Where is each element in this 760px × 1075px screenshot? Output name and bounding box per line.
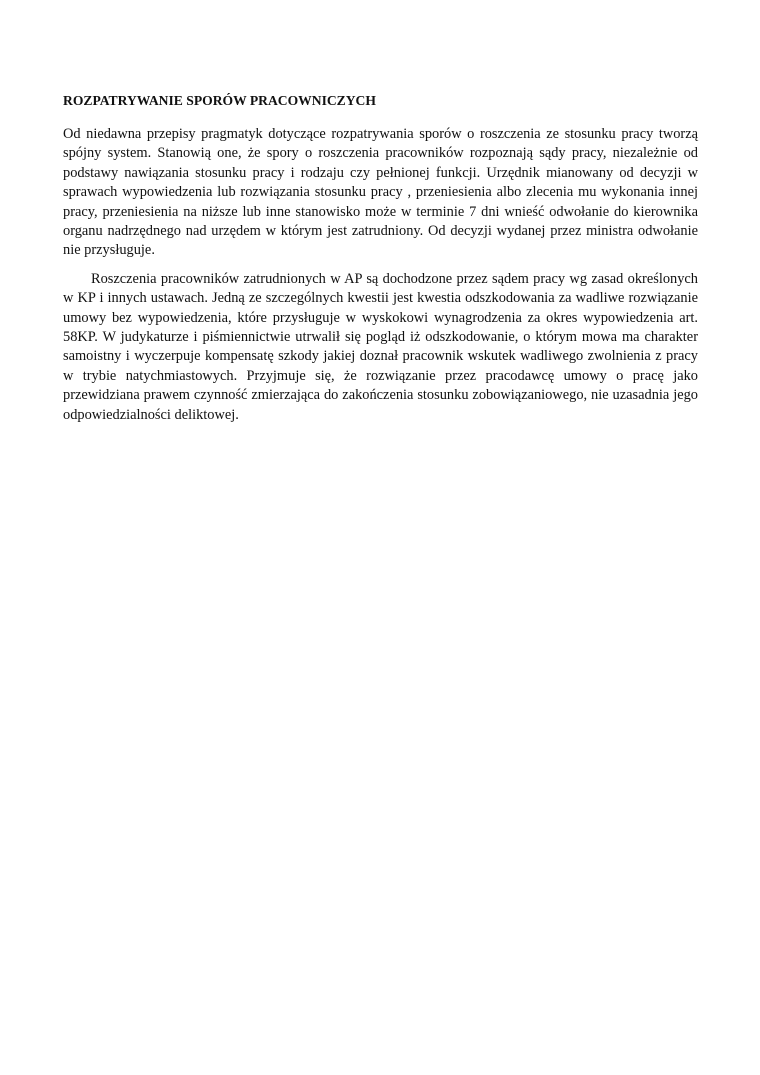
document-body [63, 92, 698, 434]
paragraph-2: Roszczenia pracowników zatrudnionych w AP są dochodzone przez sądem pracy wg zasad określonych w KP i innych ustawach. Jedną ze szczególnych kwestii jest kwestia odszkodowania za wadliwe rozwiązanie umowy bez wypowiedzenia, które przysługuje w wyskokowi wynagrodzenia za okres wypowiedzenia art. 58KP. W judykaturze i piśmiennictwie utrwalił się pogląd iż odszkodowanie, o którym mowa ma charakter samoistny i wyczerpuje kompensatę szkody jakiej doznał pracownik wskutek wadliwego zwolnienia z pracy w trybie natychmiastowych. Przyjmuje się, że rozwiązanie przez pracodawcę umowy o pracę jako przewidziana prawem czynność zmierzająca do zakończenia stosunku zobowiązaniowego, nie uzasadnia jego odpowiedzialności deliktowej. [63, 270, 698, 423]
paragraph-1: Od niedawna przepisy pragmatyk dotyczące rozpatrywania sporów o roszczenia ze stosunku pracy tworzą spójny system. Stanowią one, że spory o roszczenia pracowników rozpoznają sądy pracy, niezależnie od podstawy nawiązania stosunku pracy i rodzaju czy pełnionej funkcji. Urzędnik mianowany od decyzji w sprawach wypowiedzenia lub rozwiązania stosunku pracy , przeniesienia albo zlecenia mu wykonania innej pracy, przeniesienia na niższe lub inne stanowisko może w terminie 7 dni wnieść odwołanie do kierownika organu nadrzędnego nad urzędem w którym jest zatrudniony. Od decyzji wydanej przez ministra odwołanie nie przysługuje. [63, 126, 698, 259]
document-title: ROZPATRYWANIE SPORÓW PRACOWNICZYCH [63, 93, 376, 108]
